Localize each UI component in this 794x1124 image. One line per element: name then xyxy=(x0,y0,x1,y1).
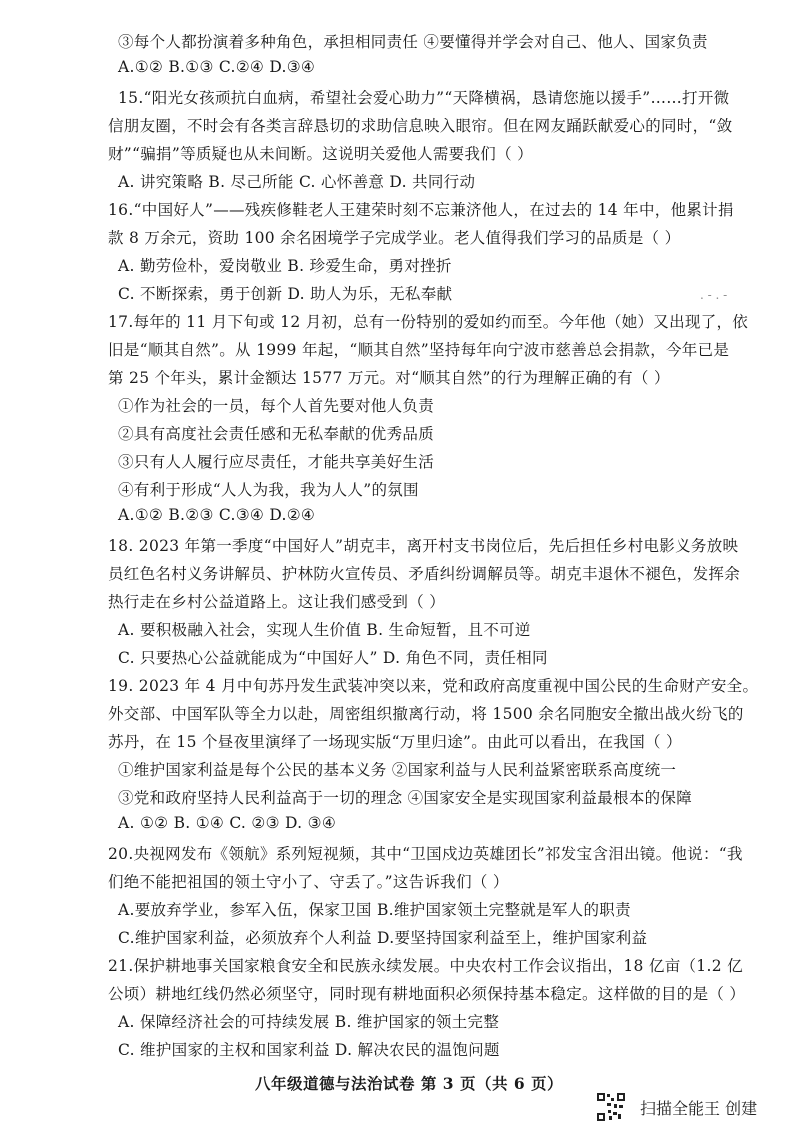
text-line-q18-cd: C. 只要热心公益就能成为“中国好人” D. 角色不同，责任相同 xyxy=(118,649,548,667)
text-line-q18-ab: A. 要积极融入社会，实现人生价值 B. 生命短暂，且不可逆 xyxy=(118,621,531,639)
text-line-q18-l2: 员红色名村义务讲解员、护林防火宣传员、矛盾纠纷调解员等。胡克丰退休不褪色，发挥余 xyxy=(108,565,741,583)
text-line-q17-l3: 第 25 个年头，累计金额达 1577 万元。对“顺其自然”的行为理解正确的有（ ） xyxy=(108,369,670,387)
text-line-q18-l3: 热行走在乡村公益道路上。这让我们感受到（ ） xyxy=(108,593,446,611)
text-line-q20-l2: 们绝不能把祖国的领土守小了、守丢了。”这告诉我们（ ） xyxy=(108,873,509,891)
text-line-q19-o12: ①维护国家利益是每个公民的基本义务 ②国家利益与人民利益紧密联系高度统一 xyxy=(118,761,677,779)
text-line-q16-cd: C. 不断探索，勇于创新 D. 助人为乐，无私奉献 xyxy=(118,285,453,303)
text-line-q21-cd: C. 维护国家的主权和国家利益 D. 解决农民的温饱问题 xyxy=(118,1041,500,1059)
text-line-q15-l3: 财”“骗捐”等质疑也从未间断。这说明关爱他人需要我们（ ） xyxy=(108,145,533,163)
text-line-q19-l3: 苏丹，在 15 个昼夜里演绎了一场现实版“万里归途”。由此可以看出，在我国（ ） xyxy=(108,733,682,751)
scanner-watermark xyxy=(596,1092,757,1122)
text-line-q17-o2: ②具有高度社会责任感和无私奉献的优秀品质 xyxy=(118,425,435,443)
text-line-q14-opt3-4: ③每个人都扮演着多种角色，承担相同责任 ④要懂得并学会对自己、他人、国家负责 xyxy=(118,33,708,51)
text-line-q17-o4: ④有利于形成“人人为我，我为人人”的氛围 xyxy=(118,481,419,499)
text-line-q17-choices: A.①② B.②③ C.③④ D.②④ xyxy=(118,506,316,524)
text-line-q16-l2: 款 8 万余元，资助 100 余名困境学子完成学业。老人值得我们学习的品质是（ ） xyxy=(108,229,681,247)
text-line-q14-choices: A.①② B.①③ C.②④ D.③④ xyxy=(118,58,316,76)
text-line-q17-l1: 17.每年的 11 月下旬或 12 月初，总有一份特别的爱如约而至。今年他（她）又出现了，依 xyxy=(108,313,749,331)
text-line-q15-l1: 15.“阳光女孩顽抗白血病，希望社会爱心助力”“天降横祸，恳请您施以援手”……打开微 xyxy=(118,89,730,107)
text-line-q17-o3: ③只有人人履行应尽责任，才能共享美好生活 xyxy=(118,453,435,471)
text-line-q15-l2: 信朋友圈，不时会有各类言辞恳切的求助信息映入眼帘。但在网友踊跃献爱心的同时，“敛 xyxy=(108,117,733,135)
text-line-q19-o34: ③党和政府坚持人民利益高于一切的理念 ④国家安全是实现国家利益最根本的保障 xyxy=(118,789,693,807)
scan-speck: . - . - xyxy=(700,288,728,302)
text-line-q17-o1: ①作为社会的一员，每个人首先要对他人负责 xyxy=(118,397,435,415)
text-line-q20-l1: 20.央视网发布《领航》系列短视频，其中“卫国戍边英雄团长”祁发宝含泪出镜。他说：“我 xyxy=(108,845,743,863)
text-line-q16-ab: A. 勤劳俭朴，爱岗敬业 B. 珍爱生命，勇对挫折 xyxy=(118,257,452,275)
text-line-q20-cd: C.维护国家利益，必须放弃个人利益 D.要坚持国家利益至上，维护国家利益 xyxy=(118,929,648,947)
qr-code-icon xyxy=(596,1092,626,1122)
page-footer: 八年级道德与法治试卷 第 3 页（共 6 页） xyxy=(255,1074,564,1093)
text-line-q19-choices: A. ①② B. ①④ C. ②③ D. ③④ xyxy=(118,814,337,832)
text-line-q21-ab: A. 保障经济社会的可持续发展 B. 维护国家的领土完整 xyxy=(118,1013,500,1031)
text-line-q21-l2: 公顷）耕地红线仍然必须坚守，同时现有耕地面积必须保持基本稳定。这样做的目的是（ ） xyxy=(108,985,746,1003)
text-line-q19-l1: 19. 2023 年 4 月中旬苏丹发生武装冲突以来，党和政府高度重视中国公民的生命财产安全。 xyxy=(108,677,759,695)
watermark-text: 扫描全能王 创建 xyxy=(640,1098,758,1118)
text-line-q18-l1: 18. 2023 年第一季度“中国好人”胡克丰，离开村支书岗位后，先后担任乡村电影义务放映 xyxy=(108,537,739,555)
text-line-q19-l2: 外交部、中国军队等全力以赴，周密组织撤离行动，将 1500 余名同胞安全撤出战火纷飞的 xyxy=(108,705,744,723)
text-line-q16-l1: 16.“中国好人”——残疾修鞋老人王建荣时刻不忘兼济他人，在过去的 14 年中，他累计捐 xyxy=(108,201,734,219)
text-line-q20-ab: A.要放弃学业，参军入伍，保家卫国 B.维护国家领土完整就是军人的职责 xyxy=(118,901,631,919)
text-line-q17-l2: 旧是“顺其自然”。从 1999 年起，“顺其自然”坚持每年向宁波市慈善总会捐款，今年已是 xyxy=(108,341,730,359)
text-line-q15-choices: A. 讲究策略 B. 尽己所能 C. 心怀善意 D. 共同行动 xyxy=(118,173,476,191)
text-line-q21-l1: 21.保护耕地事关国家粮食安全和民族永续发展。中央农村工作会议指出，18 亿亩（1.2 亿 xyxy=(108,957,743,975)
